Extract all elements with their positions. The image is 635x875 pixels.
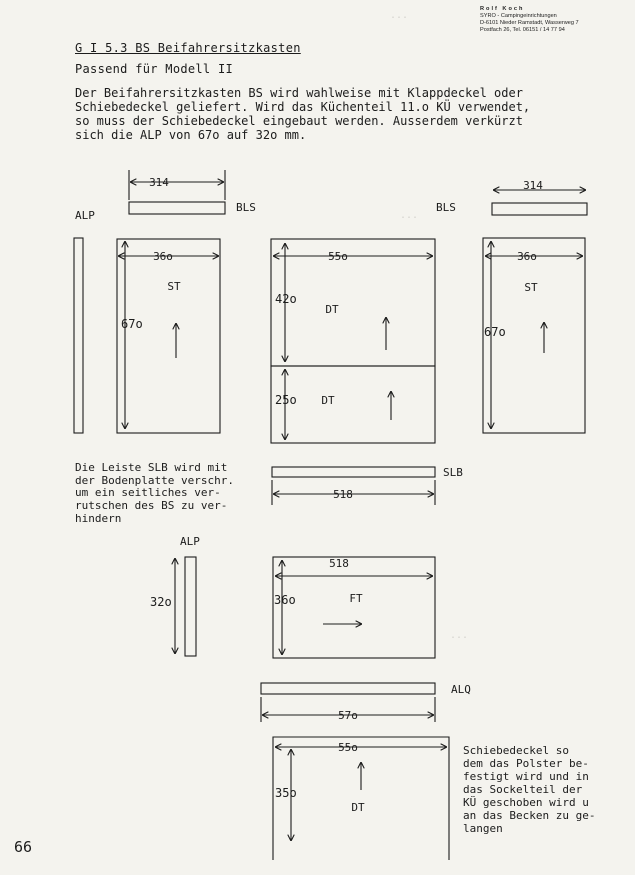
slb-part — [272, 467, 435, 477]
letterhead-name: Rolf Koch — [480, 6, 525, 12]
alp-top-label: ALP — [75, 209, 95, 222]
showthrough-text: ... — [390, 10, 409, 21]
dim-st-left-width: 36o — [153, 250, 173, 263]
showthrough-text: ... — [400, 210, 419, 221]
bls-right-label: BLS — [436, 201, 456, 214]
letterhead-line: D-6101 Nieder Ramstadt, Wasserweg 7 — [480, 20, 579, 26]
dim-dt-bottom-height: 35o — [275, 786, 297, 800]
alp-mid-label: ALP — [180, 535, 200, 548]
alq-label: ALQ — [451, 683, 471, 696]
section-title: G I 5.3 BS Beifahrersitzkasten — [75, 41, 301, 55]
section-subtitle: Passend für Modell II — [75, 62, 234, 76]
slb-label: SLB — [443, 466, 463, 479]
page-number: 66 — [14, 838, 33, 856]
dim-slb-width: 518 — [333, 488, 353, 501]
dim-dt-upper-height: 42o — [275, 292, 297, 306]
dt-lower-label: DT — [321, 394, 335, 407]
note-line: an das Becken zu ge- — [463, 809, 596, 822]
note-line: um ein seitliches ver- — [75, 486, 221, 500]
ft-label: FT — [349, 592, 363, 605]
st-left-label: ST — [167, 280, 181, 293]
note-line: dem das Polster be- — [463, 757, 589, 770]
note-line: hindern — [75, 511, 122, 525]
dim-dt-lower-height: 25o — [275, 393, 297, 407]
letterhead-line: SYRO - Campingeinrichtungen — [480, 13, 557, 19]
dim-st-right-width: 36o — [517, 250, 537, 263]
sliding-lid-note — [463, 744, 633, 835]
paragraph-line: so muss der Schiebedeckel eingebaut werden. Ausserdem verkürzt — [75, 114, 523, 128]
dt-upper-label: DT — [325, 303, 339, 316]
note-line: Schiebedeckel so — [463, 744, 569, 757]
dim-ft-width: 518 — [329, 557, 349, 570]
paragraph-line: sich die ALP von 67o auf 32o mm. — [75, 128, 307, 142]
bls-left-part — [129, 202, 225, 214]
note-line: rutschen des BS zu ver- — [75, 499, 228, 513]
alq-part — [261, 683, 435, 694]
note-line: KÜ geschoben wird u — [463, 796, 589, 809]
bls-right-part — [492, 203, 587, 215]
dim-st-left-height: 67o — [121, 317, 143, 331]
dim-alq-width: 57o — [338, 709, 358, 722]
ft-part — [273, 557, 435, 658]
dim-bls-right-width: 314 — [523, 179, 543, 192]
note-line: festigt wird und in — [463, 770, 589, 783]
bls-left-label: BLS — [236, 201, 256, 214]
alp-mid-part — [185, 557, 196, 656]
slb-note — [75, 462, 265, 526]
dt-bottom-part — [273, 737, 449, 860]
alp-top-part — [74, 238, 83, 433]
st-left-part — [117, 239, 220, 433]
dt-bottom-label: DT — [351, 801, 365, 814]
showthrough-text: ... — [450, 630, 469, 641]
paragraph-line: Schiebedeckel geliefert. Wird das Küchenteil 11.o KÜ verwendet, — [75, 100, 531, 114]
dim-alp-mid-height: 32o — [150, 595, 172, 609]
dim-dt-bottom-width: 55o — [338, 741, 358, 754]
dim-ft-height: 36o — [274, 593, 296, 607]
dim-dt-width: 55o — [328, 250, 348, 263]
paragraph-line: Der Beifahrersitzkasten BS wird wahlweise mit Klappdeckel oder — [75, 86, 523, 100]
st-right-label: ST — [524, 281, 538, 294]
dim-st-right-height: 67o — [484, 325, 506, 339]
letterhead-line: Postfach 26, Tel. 06151 / 14 77 94 — [480, 27, 565, 33]
dim-bls-left-width: 314 — [149, 176, 169, 189]
note-line: der Bodenplatte verschr. — [75, 473, 234, 487]
note-line: das Sockelteil der — [463, 783, 583, 796]
note-line: langen — [463, 822, 503, 835]
note-line: Die Leiste SLB wird mit — [75, 461, 228, 474]
